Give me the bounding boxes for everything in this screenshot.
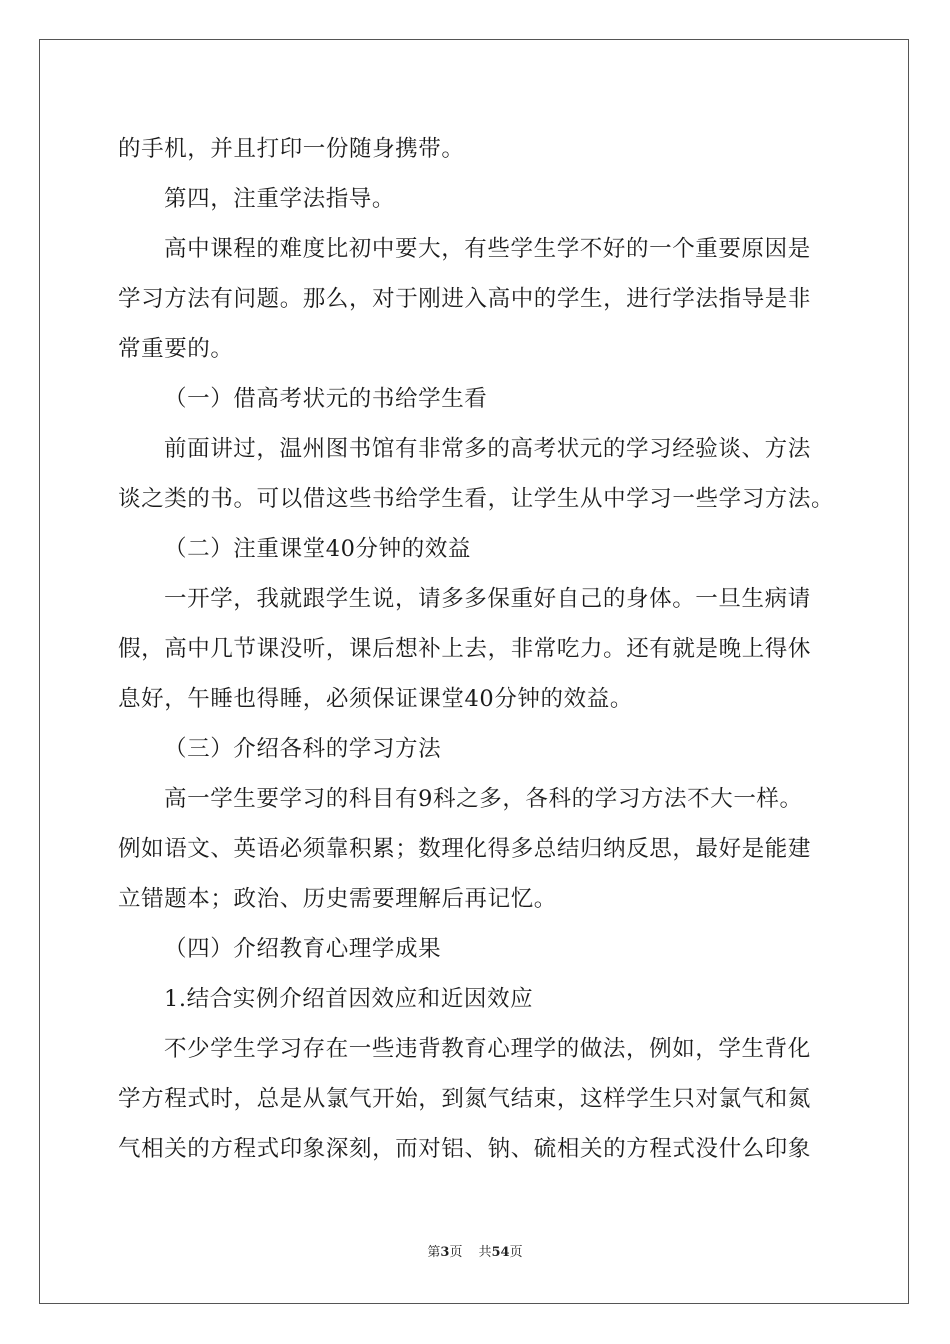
text-line: 息好，午睡也得睡，必须保证课堂40分钟的效益。 [118,686,633,712]
total-suffix: 页 [509,1245,523,1260]
text-line: 立错题本；政治、历史需要理解后再记忆。 [118,886,557,912]
page-suffix: 页 [449,1245,463,1260]
current-page-number: 3 [440,1245,450,1260]
section-heading: （四）介绍教育心理学成果 [164,936,442,962]
total-prefix: 共 [478,1245,492,1260]
subsection-heading: 1.结合实例介绍首因效应和近因效应 [164,986,534,1012]
section-heading: （三）介绍各科的学习方法 [164,736,442,762]
page-footer [0,1243,950,1263]
text-line: 高中课程的难度比初中要大，有些学生学不好的一个重要原因是 [164,236,811,262]
section-heading: （一）借高考状元的书给学生看 [164,386,488,412]
text-line: 高一学生要学习的科目有9科之多，各科的学习方法不大一样。 [164,786,803,812]
text-line: 的手机，并且打印一份随身携带。 [118,136,465,162]
text-line: 假，高中几节课没听，课后想补上去，非常吃力。还有就是晚上得休 [118,636,812,662]
total-page-number: 54 [491,1245,510,1260]
text-line: 不少学生学习存在一些违背教育心理学的做法，例如，学生背化 [164,1036,811,1062]
text-line: 常重要的。 [118,336,234,362]
text-line: 气相关的方程式印象深刻，而对铝、钠、硫相关的方程式没什么印象 [118,1136,812,1162]
text-line: 前面讲过，温州图书馆有非常多的高考状元的学习经验谈、方法 [164,436,811,462]
text-line: 第四，注重学法指导。 [164,186,396,212]
page-prefix: 第 [427,1245,441,1260]
section-heading: （二）注重课堂40分钟的效益 [164,536,472,562]
text-line: 一开学，我就跟学生说，请多多保重好自己的身体。一旦生病请 [164,586,811,612]
text-line: 学方程式时，总是从氯气开始，到氮气结束，这样学生只对氯气和氮 [118,1086,812,1112]
text-line: 例如语文、英语必须靠积累；数理化得多总结归纳反思，最好是能建 [118,836,812,862]
text-line: 谈之类的书。可以借这些书给学生看，让学生从中学习一些学习方法。 [118,486,835,512]
document-body [118,124,838,1174]
text-line: 学习方法有问题。那么，对于刚进入高中的学生，进行学法指导是非 [118,286,812,312]
